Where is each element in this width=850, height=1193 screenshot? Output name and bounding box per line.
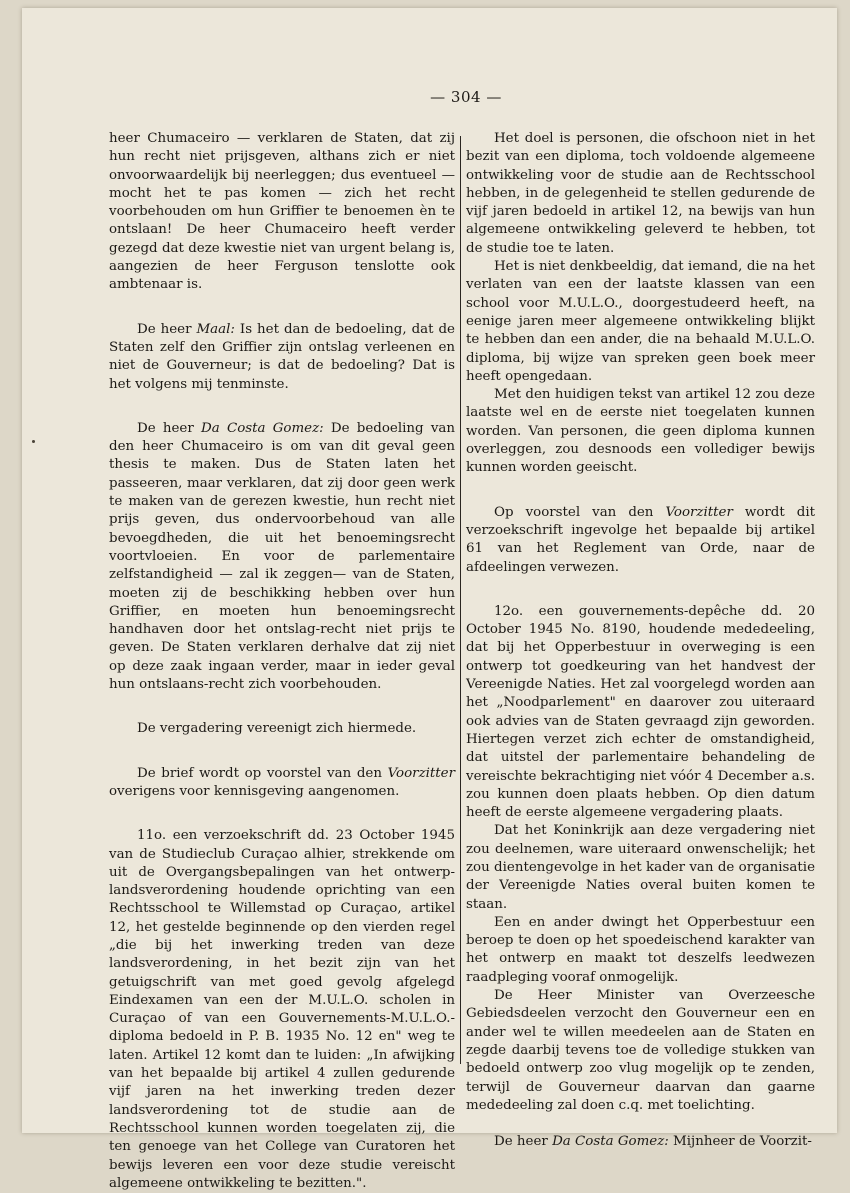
speaker-name: Maal: — [196, 321, 235, 337]
speaker-name: Voorzitter — [387, 765, 455, 781]
paragraph: 12o. een gouvernements-depêche dd. 20 October 1945 No. 8190, houdende mededeeling, dat bij het Opperbestuur in overweging is een ontwerp tot goedkeuring van het handvest der Vereenigde Naties. Het zal voorgelegd worden aan het „Noodparlement" en daarover zou uiteraard ook advies van de Staten gevraagd zijn geworden. Hiertegen verzet zich echter de omstandigheid, dat uitstel der parlementaire behandeling de vereischte bekrachtiging niet vóór 4 December a.s. zou kunnen doen plaats hebben. Op dien datum heeft de eerste algemeene vergadering plaats. — [466, 603, 815, 821]
paragraph: Het doel is personen, die ofschoon niet in het bezit van een diploma, toch voldoende algemeene ontwikkeling voor de studie aan de Rechtsschool hebben, in de gelegenheid te stellen gedurende de vijf jaren bedoeld in artikel 12, na bewijs van hun algemeene ontwikkeling geleverd te hebben, tot de studie toe te laten. — [466, 131, 815, 256]
paragraph: De Heer Minister van Overzeesche Gebiedsdeelen verzocht den Gouverneur een en ander wel te willen meedeelen aan de Staten en zegde daarbij tevens toe de volledige stukken van bedoeld ontwerp zoo vlug mogelijk op te zenden, terwijl de Gouverneur daarvan dan gaarne mededeeling zal doen c.q. met toelichting. — [466, 988, 815, 1113]
column-divider — [460, 136, 461, 1064]
paragraph: De vergadering vereenigt zich hiermede. — [137, 721, 417, 737]
paragraph: De brief wordt op voorstel van den Voorzitter overigens voor kennisgeving aangenomen. — [109, 765, 455, 799]
paragraph: De heer Da Costa Gomez: De bedoeling van den heer Chumaceiro is om van dit geval geen thesis te maken. Dus de Staten laten het passeeren, maar verklaren, dat zij door geen werk te maken van de gerezen kwestie, hun recht niet prijs geven, dus ondervoorbehoud van alle bevoegdheden, die uit het benoemingsrecht voortvloeien. En voor de parlementaire zelfstandigheid — zal ik zeggen— van de Staten, moeten zij de beschikking hebben over hun Griffier, en moeten hun benoemingsrecht handhaven door het ontslag-recht niet prijs te geven. De Staten verklaren derhalve dat zij niet op deze zaak ingaan verder, maar in ieder geval hun ontslaans-recht zich voorbehouden. — [109, 420, 455, 693]
paragraph: Het is niet denkbeeldig, dat iemand, die na het verlaten van een der laatste klassen van een school voor M.U.L.O., doorgestudeerd heeft, na eenige jaren meer algemeene ontwikkeling blijkt te hebben dan een ander, die na behaald M.U.L.O. diploma, bij wijze van spreken geen boek meer heeft opengedaan. — [466, 259, 815, 384]
paragraph: 11o. een verzoekschrift dd. 23 October 1945 van de Studieclub Curaçao alhier, strekkende om uit de Overgangsbepalingen van het ontwerp-landsverordening houdende oprichting van een Rechtsschool te Willemstad op Curaçao, artikel 12, het gestelde beginnende op den vierden regel „die bij het inwerking treden van deze landsverordening, in het bezit zijn van het getuigschrift van met goed gevolg afgelegd Eindexamen van een der M.U.L.O. scholen in Curaçao of van een Gouvernements-M.U.L.O.-diploma bedoeld in P. B. 1935 No. 12 en" weg te laten. Artikel 12 komt dan te luiden: „In afwijking van het bepaalde bij artikel 4 zullen gedurende vijf jaren na het inwerking treden dezer landsverordening tot de studie aan de Rechtsschool kunnen worden toegelaten zij, die ten genoege van het College van Curatoren het bewijs leveren een voor deze studie vereischt algemeene ontwikkeling te bezitten.". — [109, 828, 455, 1191]
document-page — [22, 8, 837, 1191]
paragraph: De heer Maal: Is het dan de bedoeling, dat de Staten zelf den Griffier zijn ontslag verleenen en niet de Gouverneur; is dat de bedoeling? Dat is het volgens mij tenminste. — [109, 321, 455, 392]
scan-speck — [32, 440, 35, 443]
speaker-name: Da Costa Gomez: — [201, 420, 324, 436]
paragraph: Op voorstel van den Voorzitter wordt dit verzoekschrift ingevolge het bepaalde bij artikel 61 van het Reglement van Orde, naar de afdeelingen verwezen. — [466, 504, 815, 575]
paragraph: Dat het Koninkrijk aan deze vergadering niet zou deelnemen, ware uiteraard onwenschelijk; het zou dientengevolge in het kader van de organisatie der Vereenigde Naties overal buiten komen te staan. — [466, 823, 815, 912]
paragraph: De heer Da Costa Gomez: Mijnheer de Voorzit- — [494, 1134, 812, 1150]
paragraph: heer Chumaceiro — verklaren de Staten, dat zij hun recht niet prijsgeven, althans zich er niet onvoorwaardelijk bij neerleggen; dus eventueel — mocht het te pas komen — zich het recht voorbehouden om hun Griffier te benoemen èn te ontslaan! De heer Chumaceiro heeft verder gezegd dat deze kwestie niet van urgent belang is, aangezien de heer Ferguson tenslotte ook ambtenaar is. — [109, 131, 455, 293]
speaker-name: Da Costa Gomez: — [552, 1134, 669, 1150]
speaker-name: Voorzitter — [665, 504, 733, 520]
right-column — [466, 130, 815, 1151]
paragraph: Met den huidigen tekst van artikel 12 zou deze laatste wel en de eerste niet toegelaten kunnen worden. Van personen, die geen diploma kunnen overleggen, zou desnoods een vollediger bewijs kunnen worden geeischt. — [466, 387, 815, 476]
left-column — [109, 130, 455, 1193]
page-number: — 304 — — [430, 88, 502, 106]
paragraph: Een en ander dwingt het Opperbestuur een beroep te doen op het spoedeischend karakter van het ontwerp en maakt tot deszelfs leedwezen raadpleging vooraf onmogelijk. — [466, 914, 815, 985]
